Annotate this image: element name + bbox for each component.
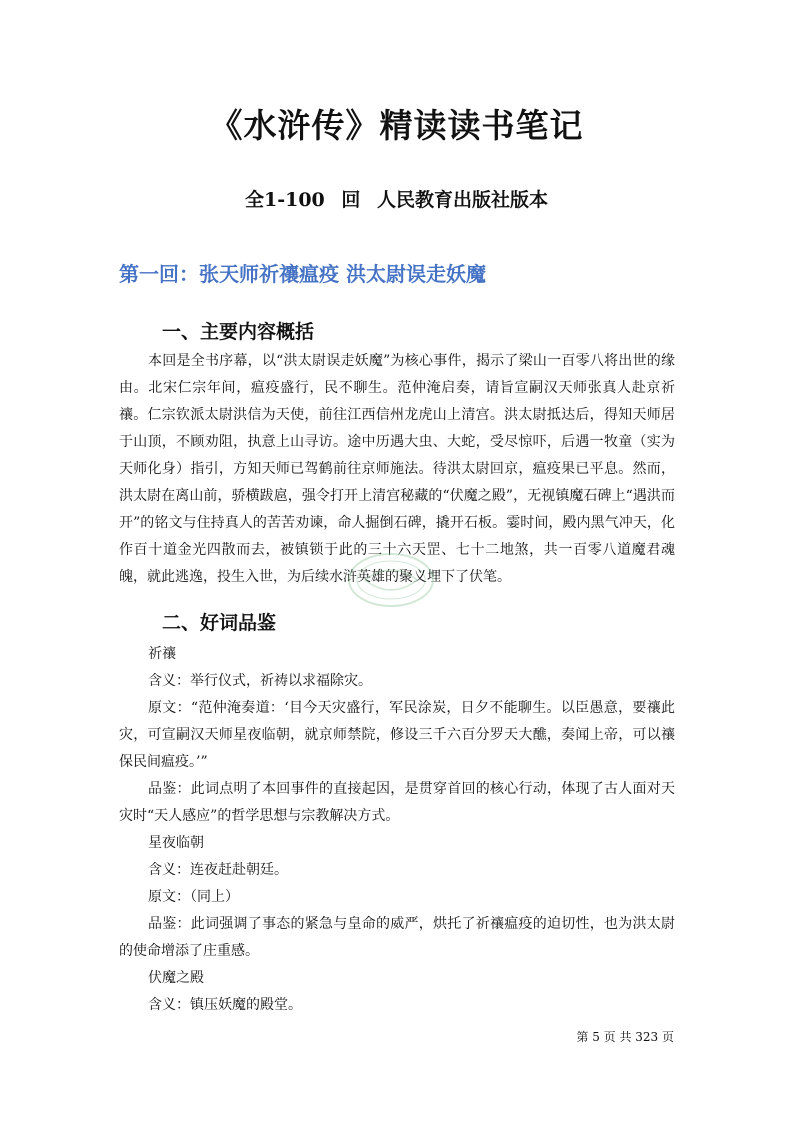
section-heading-vocabulary: 二、好词品鉴 <box>162 612 277 634</box>
document-subtitle: 全1-100 回 人民教育出版社版本 <box>245 189 548 211</box>
vocab-source: 原文：“范仲淹奏道：‘目今天灾盛行，军民涂炭，日夕不能聊生。以臣愚意，要禳此灾，可宣嗣汉天师星夜临朝，就京师禁院，修设三千六百分罗天大醮，奏闻上帝，可以禳保民间瘟疫。’” <box>119 700 675 770</box>
vocab-comment: 品鉴：此词强调了事态的紧急与皇命的威严，烘托了祈禳瘟疫的迫切性，也为洪太尉的使命增添了庄重感。 <box>119 916 675 959</box>
vocab-comment: 品鉴：此词点明了本回事件的直接起因，是贯穿首回的核心行动，体现了古人面对天灾时“天人感应”的哲学思想与宗教解决方式。 <box>119 781 675 824</box>
document-title: 《水浒传》精读读书笔记 <box>209 106 584 145</box>
watermark-seal-icon <box>345 550 437 610</box>
vocab-word: 伏魔之殿 <box>148 970 204 986</box>
vocab-source: 原文：（同上） <box>148 889 239 905</box>
vocab-meaning: 含义：举行仪式，祈祷以求福除灾。 <box>148 673 372 689</box>
page-number-footer: 第 5 页 共 323 页 <box>576 1030 674 1044</box>
vocab-word: 祈禳 <box>148 646 176 662</box>
vocab-meaning: 含义：连夜赶赴朝廷。 <box>148 862 288 878</box>
chapter-heading: 第一回：张天师祈禳瘟疫 洪太尉误走妖魔 <box>119 262 486 286</box>
summary-paragraph: 本回是全书序幕，以“洪太尉误走妖魔”为核心事件，揭示了梁山一百零八将出世的缘由。北宋仁宗年间，瘟疫盛行，民不聊生。范仲淹启奏，请旨宣嗣汉天师张真人赴京祈禳。仁宗钦派太尉洪信为天使，前往江西信州龙虎山上清宫。洪太尉抵达后，得知天师居于山顶，不顾劝阻，执意上山寻访。途中历遇大虫、大蛇，受尽惊吓，后遇一牧童（实为天师化身）指引，方知天师已驾鹤前往京师施法。待洪太尉回京，瘟疫果已平息。然而，洪太尉在离山前，骄横跋扈，强令打开上清宫秘藏的“伏魔之殿”，无视镇魔石碑上“遇洪而开”的铭文与住持真人的苦苦劝谏，命人掘倒石碑，撬开石板。霎时间，殿内黑气冲天，化作百十道金光四散而去，被镇锁于此的三十六天罡、七十二地煞，共一百零八道魔君魂魄，就此逃逸，投生入世，为后续水浒英雄的聚义埋下了伏笔。 <box>119 353 675 585</box>
vocab-meaning: 含义：镇压妖魔的殿堂。 <box>148 997 302 1013</box>
vocab-word: 星夜临朝 <box>148 835 204 851</box>
section-heading-summary: 一、主要内容概括 <box>162 321 315 343</box>
